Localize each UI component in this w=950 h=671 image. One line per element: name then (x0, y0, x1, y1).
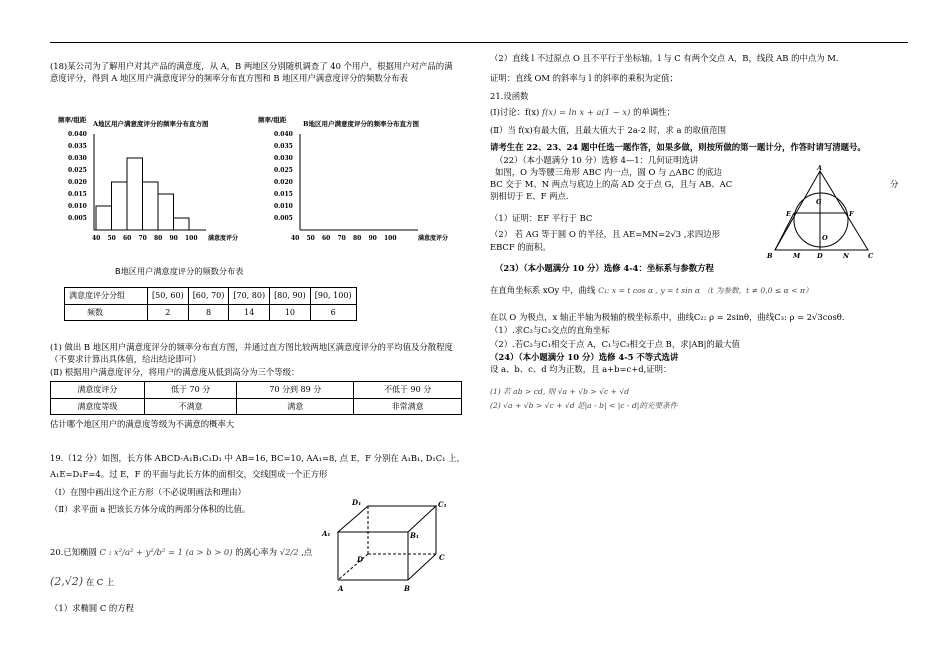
x-tick-label: 100 (384, 235, 397, 242)
q24-part2: (2) √a + √b > √c + √d 是|a - b| < |c - d|的充要条件 (490, 401, 678, 410)
ellipse-formula: C : x²/a² + y²/b² = 1 (a > b > 0) (99, 547, 233, 557)
q23-part2: （2）.若C₂与C₁相交于点 A，C₁与C₃相交于点 B，求|AB|的最大值 (490, 339, 740, 349)
table-cell: [50, 60) (148, 288, 189, 305)
top-rule (50, 42, 908, 43)
x-tick-label: 60 (322, 235, 331, 242)
x-tick-label: 40 (92, 235, 101, 242)
q18-sub1: (1) 做出 B 地区用户满意度评分的频率分布直方图，并通过直方图比较两地区满意度评分的平均值及分散程度（不要求计算出具体值，给出结论即可） (50, 342, 453, 365)
q22-part2a: （2） 若 AG 等于圆 O 的半径，且 AE=MN=2√3 ,求四边形 (490, 229, 720, 239)
q24-line1: 设 a、b、c、d 均为正数，且 a+b=c+d,证明： (490, 364, 672, 374)
y-tick-label: 0.035 (274, 143, 293, 150)
vertex-label-b1: B₁ (410, 531, 419, 540)
q22-line1: 如图，O 为等腰三角形 ABC 内一点，圆 O 与 △ABC 的底边 (495, 167, 723, 177)
q20-line2 (50, 574, 114, 590)
q23-param: （t 为参数，t ≠ 0,0 ≤ α < π） (702, 286, 813, 295)
table-cell: 低于 70 分 (144, 382, 236, 399)
table-cell: 频数 (65, 304, 148, 321)
x-tick-label: 90 (368, 235, 377, 242)
table-b-frequency (64, 287, 357, 321)
grade-row (51, 398, 462, 415)
histogram-bar (96, 206, 112, 230)
q22-part2b: EBCF 的面积。 (490, 242, 551, 252)
table-cell: 不满意 (144, 398, 236, 415)
y-tick-label: 0.015 (274, 191, 293, 198)
table-cell: [90, 100) (310, 288, 356, 305)
fig-label-n: N (843, 252, 849, 260)
triangle-circle-figure (765, 162, 880, 262)
table-b-header-row (65, 288, 357, 305)
q23-line1 (490, 284, 813, 296)
chart-b-xlabel: 满意度评分 (418, 235, 449, 242)
q18-intro: (18)某公司为了解用户对其产品的满意度，从 A，B 两地区分别随机调查了 40 个用户，根据用户对产品的满意度评分，得到 A 地区用户满意度评分的频率分布直方图和 B 地区用户满意度评分的频数分布表 (50, 61, 453, 84)
eccentricity-value: √2/2 (279, 547, 299, 557)
q20-proof: 证明：直线 OM 的斜率与 l 的斜率的乘积为定值； (490, 73, 678, 83)
q22-line2-tail: 分 (890, 179, 899, 189)
histogram-bar (112, 182, 128, 230)
fig-label-g: G (816, 198, 822, 206)
histogram-bar (174, 218, 190, 230)
y-tick-label: 0.040 (274, 131, 293, 138)
table-cell: 2 (148, 304, 189, 321)
q24-part1: (1) 若 ab > cd, 则 √a + √b > √c + √d (490, 387, 630, 396)
table-b-title: B地区用户满意度评分的频数分布表 (115, 266, 244, 276)
q22-part1: （1）证明：EF 平行于 BC (490, 213, 593, 223)
histogram-bar (143, 182, 159, 230)
q19-line1: 19.（12 分）如图，长方体 ABCD-A₁B₁C₁D₁ 中 AB=16, BC=10, AA₁=8, 点 E，F 分别在 A₁B₁, D₁C₁ 上， (50, 453, 465, 463)
chart-a-bars (96, 158, 189, 230)
x-tick-label: 70 (337, 235, 346, 242)
x-tick-label: 70 (138, 235, 147, 242)
q20-text-c: ,点 (301, 547, 313, 557)
table-cell: [80, 90) (270, 288, 311, 305)
fig-label-e: E (786, 210, 791, 218)
chart-b-title: B地区用户满意度评分的频率分布直方图 (303, 120, 419, 128)
y-tick-label: 0.025 (68, 167, 87, 174)
x-tick-label: 40 (291, 235, 300, 242)
table-cell: 6 (310, 304, 356, 321)
cuboid-figure (316, 496, 456, 596)
q23-heading: （23）（本小题满分 10 分）选修 4-4：坐标系与参数方程 (495, 263, 714, 273)
x-tick-label: 80 (353, 235, 362, 242)
q21-function: f(x) = ln x + a(1 − x) (542, 107, 631, 117)
x-tick-label: 80 (154, 235, 163, 242)
q20-part1: （1）求椭圆 C 的方程 (50, 603, 135, 613)
vertex-label-d1: D₁ (352, 498, 362, 507)
table-cell: 满意 (237, 398, 354, 415)
y-tick-label: 0.005 (68, 215, 87, 222)
fig-label-f: F (849, 210, 854, 218)
chart-a-xlabel: 满意度评分 (208, 235, 239, 242)
table-cell: [60, 70) (188, 288, 229, 305)
histogram-bar (127, 158, 143, 230)
q23-line2: 在以 O 为极点，x 轴正半轴为极轴的极坐标系中，曲线C₂: ρ = 2sinθ，曲线C₃: ρ = 2√3cosθ. (490, 312, 845, 322)
x-tick-label: 50 (306, 235, 315, 242)
y-tick-label: 0.035 (68, 143, 87, 150)
table-cell: 14 (229, 304, 270, 321)
q20-line1 (50, 546, 312, 558)
q21-part1-b: 的单调性； (633, 107, 675, 117)
x-tick-label: 90 (169, 235, 178, 242)
fig-label-d: D (817, 252, 823, 260)
grade-table (50, 381, 462, 415)
y-tick-label: 0.040 (68, 131, 87, 138)
table-cell: 70 分到 89 分 (237, 382, 354, 399)
q23-curve: C₁: x = t cos α , y = t sin α (598, 286, 701, 295)
chart-b-y-ticks (274, 131, 293, 222)
vertex-label-d: D (357, 555, 364, 564)
q19-line2: A₁E=D₁F=4。过 E，F 的平面与此长方体的面相交，交线围成一个正方形 (50, 469, 328, 479)
y-tick-label: 0.025 (274, 167, 293, 174)
q23-line1-text: 在直角坐标系 xOy 中，曲线 (490, 285, 596, 295)
q21-title: 21.设函数 (490, 91, 529, 101)
chart-b (258, 108, 458, 248)
table-cell: 满意度等级 (51, 398, 145, 415)
y-tick-label: 0.030 (274, 155, 293, 162)
q20-text-a: 20.已知椭圆 (50, 547, 97, 557)
y-tick-label: 0.020 (274, 179, 293, 186)
y-tick-label: 0.020 (68, 179, 87, 186)
vertex-label-b: B (404, 584, 410, 593)
table-cell: 非常满意 (354, 398, 462, 415)
fig-label-o: O (822, 234, 828, 242)
x-tick-label: 100 (185, 235, 198, 242)
y-tick-label: 0.015 (68, 191, 87, 198)
point-value: (2,√2) (50, 575, 84, 588)
y-tick-label: 0.010 (274, 203, 293, 210)
y-tick-label: 0.005 (274, 215, 293, 222)
q20-text-b: 的离心率为 (235, 547, 278, 557)
q24-heading: （24）（本小题满分 10 分）选修 4-5 不等式选讲 (490, 352, 679, 362)
q22-heading: （22）（本小题满分 10 分）选修 4—1：几何证明选讲 (495, 155, 699, 165)
left-column (50, 60, 470, 84)
fig-label-m: M (793, 252, 801, 260)
vertex-label-c: C (439, 553, 445, 562)
fig-label-b: B (767, 252, 773, 260)
fig-label-c: C (868, 252, 874, 260)
chart-b-ylabel: 频率/组距 (258, 116, 287, 124)
chart-a-y-ticks (68, 131, 87, 222)
table-cell: 满意度评分分组 (65, 288, 148, 305)
grade-row (51, 382, 462, 399)
table-cell: 不低于 90 分 (354, 382, 462, 399)
chart-a-title: A地区用户满意度评分的频率分布直方图 (93, 120, 209, 128)
q19-line4: （Ⅱ）求平面 a 把该长方体分成的两部分体积的比值。 (50, 504, 251, 514)
table-cell: [70, 80) (229, 288, 270, 305)
q19-line3: （Ⅰ）在图中画出这个正方形（不必说明画法和理由） (50, 487, 246, 497)
y-tick-label: 0.010 (68, 203, 87, 210)
x-tick-label: 60 (123, 235, 132, 242)
q18-estimate: 估计哪个地区用户的满意度等级为不满意的概率大 (50, 419, 235, 429)
vertex-label-a1: A₁ (322, 529, 331, 538)
fig-label-a: A (817, 164, 823, 172)
q21-part2: (Ⅱ）当 f(x)有最大值，且最大值大于 2a-2 时，求 a 的取值范围 (490, 125, 726, 135)
q20-text-on-c: 在 C 上 (85, 577, 115, 587)
table-cell: 满意度评分 (51, 382, 145, 399)
table-cell: 8 (188, 304, 229, 321)
x-tick-label: 50 (107, 235, 116, 242)
table-b-data-row (65, 304, 357, 321)
y-tick-label: 0.030 (68, 155, 87, 162)
q23-part1: （1）.求C₂与C₃交点的直角坐标 (490, 325, 610, 335)
table-cell: 10 (270, 304, 311, 321)
histogram-bar (158, 194, 174, 230)
choose-instruction: 请考生在 22、23、24 题中任选一题作答，如果多做，则按所做的第一题计分，作答时请写清题号。 (490, 142, 866, 152)
chart-a (58, 108, 248, 248)
vertex-label-c1: C₁ (438, 500, 447, 509)
chart-a-ylabel: 频率/组距 (58, 116, 87, 124)
q18-sub2: (Ⅱ) 根据用户满意度评分，将用户的满意度从低到高分为三个等级： (50, 367, 300, 377)
q22-line3: 别相切于 E、F 两点. (490, 191, 569, 201)
q22-line2: BC 交于 M、N 两点与底边上的高 AD 交于点 G，且与 AB、AC (490, 179, 733, 189)
q20-part2: （2）直线 l 不过原点 O 且不平行于坐标轴，l 与 C 有两个交点 A，B，线段 AB 的中点为 M. (490, 53, 839, 63)
chart-b-x-ticks (291, 235, 397, 242)
vertex-label-a: A (338, 584, 344, 593)
q21-part1 (490, 106, 675, 118)
q21-part1-a: (Ⅰ)讨论：f(x) (490, 107, 540, 117)
chart-a-x-ticks (92, 235, 198, 242)
